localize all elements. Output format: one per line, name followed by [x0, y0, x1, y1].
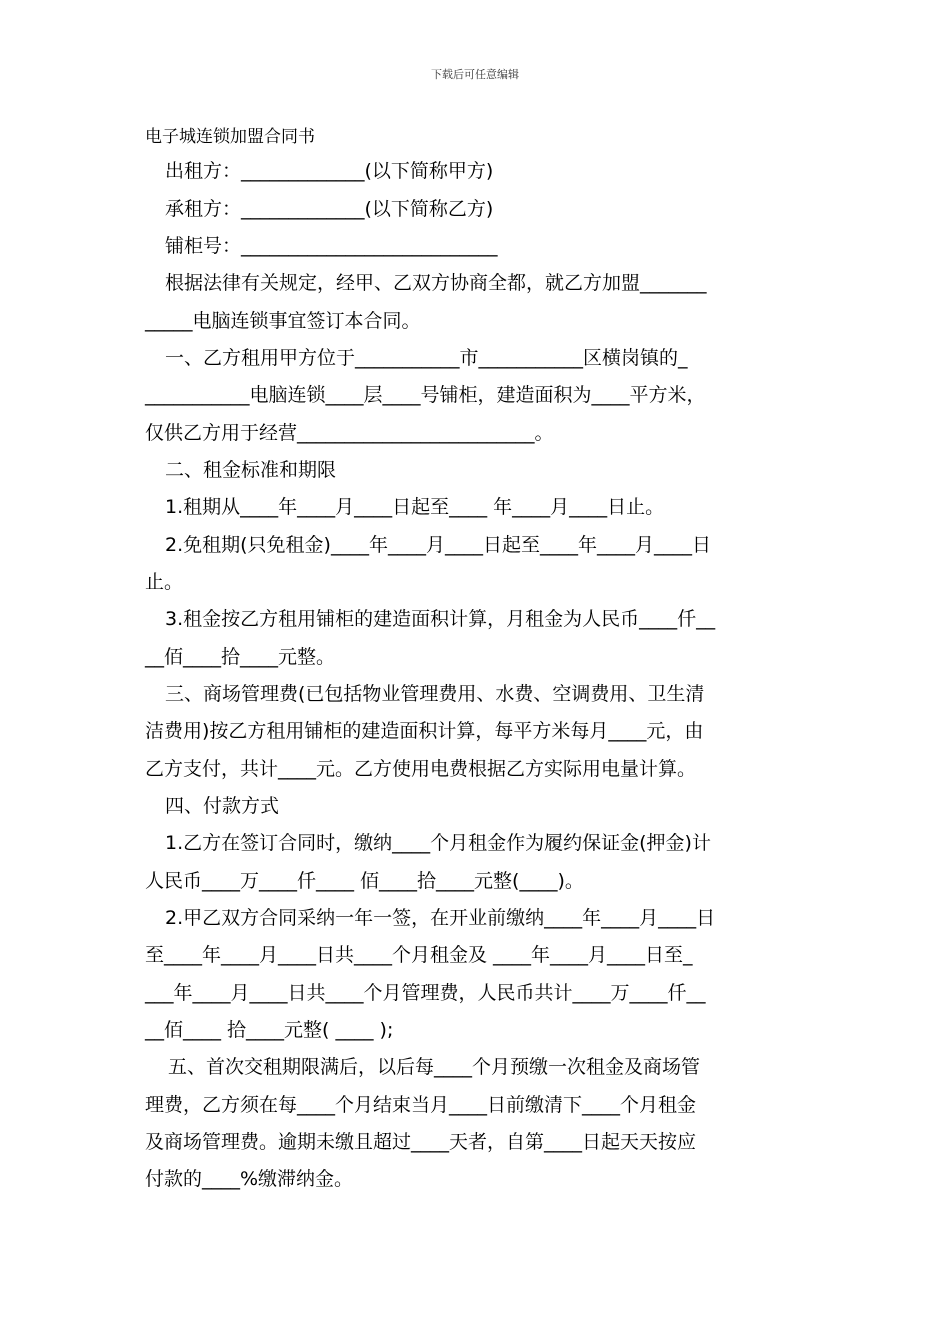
clause-4-item-2-line-4: __佰____ 拾____元整( ____ ); — [145, 1019, 394, 1041]
clause-3-line-2: 洁费用)按乙方租用铺柜的建造面积计算，每平方米每月____元，由 — [145, 720, 704, 742]
clause-1-line-3: 仅供乙方用于经营_________________________。 — [145, 422, 554, 444]
counter-number-line: 铺柜号：___________________________ — [165, 235, 498, 257]
clause-2-item-1: 1.租期从____年____月____日起至____ 年____月____日止。 — [165, 496, 665, 518]
clause-4-item-2-line-3: ___年____月____日共____个月管理费，人民币共计____万____仟__ — [145, 982, 706, 1004]
clause-4-item-1-line-1: 1.乙方在签订合同时，缴纳____个月租金作为履约保证金(押金)计 — [165, 832, 711, 854]
clause-2-item-2-line-2: 止。 — [145, 571, 184, 593]
clause-1-line-2: ___________电脑连锁____层____号铺柜，建造面积为____平方米， — [145, 384, 706, 406]
clause-4-heading: 四、付款方式 — [165, 795, 280, 817]
clause-2-item-2-line-1: 2.免租期(只免租金)____年____月____日起至____年____月____日 — [165, 534, 711, 556]
clause-2-heading: 二、租金标准和期限 — [165, 459, 337, 481]
clause-5-line-2: 理费，乙方须在每____个月结束当月____日前缴清下____个月租金 — [145, 1094, 697, 1116]
page-header: 下载后可任意编辑 — [431, 68, 519, 81]
clause-2-item-3-line-1: 3.租金按乙方租用铺柜的建造面积计算，月租金为人民币____仟__ — [165, 608, 716, 630]
clause-5-line-1: 五、首次交租期限满后，以后每____个月预缴一次租金及商场管 — [168, 1056, 701, 1078]
clause-1-line-1: 一、乙方租用甲方位于___________市___________区横岗镇的_ — [165, 347, 688, 369]
clause-4-item-2-line-2: 至____年____月____日共____个月租金及 ____年____月____日至_ — [145, 944, 693, 966]
clause-3-line-3: 乙方支付，共计____元。乙方使用电费根据乙方实际用电量计算。 — [145, 758, 697, 780]
document-title: 电子城连锁加盟合同书 — [145, 127, 315, 147]
clause-4-item-1-line-2: 人民币____万____仟____ 佰____拾____元整(____)。 — [145, 870, 584, 892]
clause-5-line-3: 及商场管理费。逾期未缴且超过____天者，自第____日起天天按应 — [145, 1131, 697, 1153]
preamble-line-2: _____电脑连锁事宜签订本合同。 — [145, 310, 421, 332]
lessor-line: 出租方：_____________(以下简称甲方) — [165, 160, 494, 182]
clause-4-item-2-line-1: 2.甲乙双方合同采纳一年一签，在开业前缴纳____年____月____日 — [165, 907, 716, 929]
lessee-line: 承租方：_____________(以下简称乙方) — [165, 198, 494, 220]
preamble-line-1: 根据法律有关规定，经甲、乙双方协商全都，就乙方加盟_______ — [165, 272, 707, 294]
clause-5-line-4: 付款的____%缴滞纳金。 — [145, 1168, 354, 1190]
clause-3-line-1: 三、商场管理费(已包括物业管理费用、水费、空调费用、卫生清 — [165, 683, 705, 705]
clause-2-item-3-line-2: __佰____拾____元整。 — [145, 646, 336, 668]
